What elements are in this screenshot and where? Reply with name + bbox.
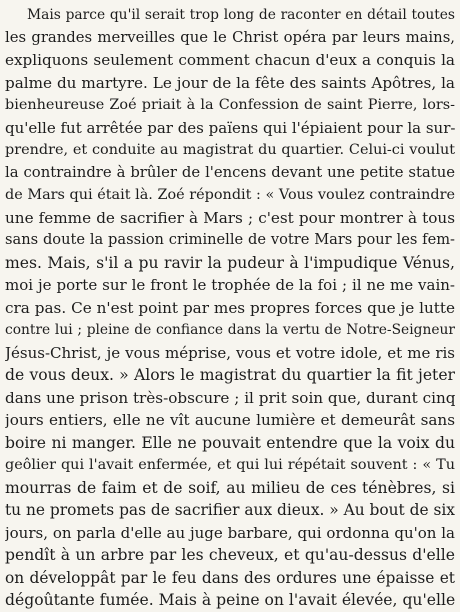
text-line: dans une prison très-obscure ; il prit soin que, durant cinq (5, 388, 455, 407)
text-line: cra pas. Ce n'est point par mes propres forces que je lutte (5, 298, 455, 317)
text-line: jours entiers, elle ne vît aucune lumière et demeurât sans (5, 411, 455, 429)
text-line: expliquons seulement comment chacun d'eux a conquis la (5, 51, 455, 69)
text-line: contre lui ; pleine de confiance dans la vertu de Notre-Seigneur (5, 322, 455, 338)
text-line: dégoûtante fumée. Mais à peine on l'avait élevée, qu'elle (5, 591, 455, 609)
text-line: tu ne promets pas de sacrifier aux dieux. » Au bout de six (5, 501, 455, 519)
text-line: prendre, et conduite au magistrat du quartier. Celui-ci voulut (5, 142, 455, 158)
text-line: boire ni manger. Elle ne pouvait entendre que la voix du (5, 433, 455, 452)
text-line: Mais parce qu'il serait trop long de raconter en détail toutes (27, 7, 455, 23)
text-line: mes. Mais, s'il a pu ravir la pudeur à l'impudique Vénus, (5, 253, 455, 272)
text-line: mourras de faim et de soif, au milieu de ces ténèbres, si (5, 478, 455, 497)
text-line: sans doute la passion criminelle de votre Mars pour les fem- (5, 231, 455, 248)
text-line: palme du martyre. Le jour de la fête des saints Apôtres, la (5, 73, 455, 92)
text-line: moi je porte sur le front le trophée de la foi ; il ne me vain- (5, 276, 455, 294)
text-line: bienheureuse Zoé priait à la Confession de saint Pierre, lors- (5, 97, 455, 113)
body-text (5, 4, 455, 612)
text-line: les grandes merveilles que le Christ opéra par leurs mains, (5, 28, 455, 46)
text-line: qu'elle fut arrêtée par des païens qui l'épiaient pour la sur- (5, 118, 455, 137)
text-line: de vous deux. » Alors le magistrat du quartier la fit jeter (5, 366, 455, 384)
text-line: la contraindre à brûler de l'encens devant une petite statue (5, 163, 455, 181)
text-line: pendît à un arbre par les cheveux, et qu'au-dessus d'elle (5, 546, 455, 564)
text-line: geôlier qui l'avait enfermée, et qui lui répétait souvent : « Tu (5, 457, 455, 473)
text-line: une femme de sacrifier à Mars ; c'est pour montrer à tous (5, 208, 455, 227)
text-line: Jésus-Christ, je vous méprise, vous et votre idole, et me ris (5, 343, 455, 362)
text-line: de Mars qui était là. Zoé répondit : « Vous voulez contraindre (5, 187, 455, 203)
text-line: jours, on parla d'elle au juge barbare, qui ordonna qu'on la (5, 523, 455, 542)
text-line: on développât par le feu dans des ordures une épaisse et (5, 568, 455, 587)
